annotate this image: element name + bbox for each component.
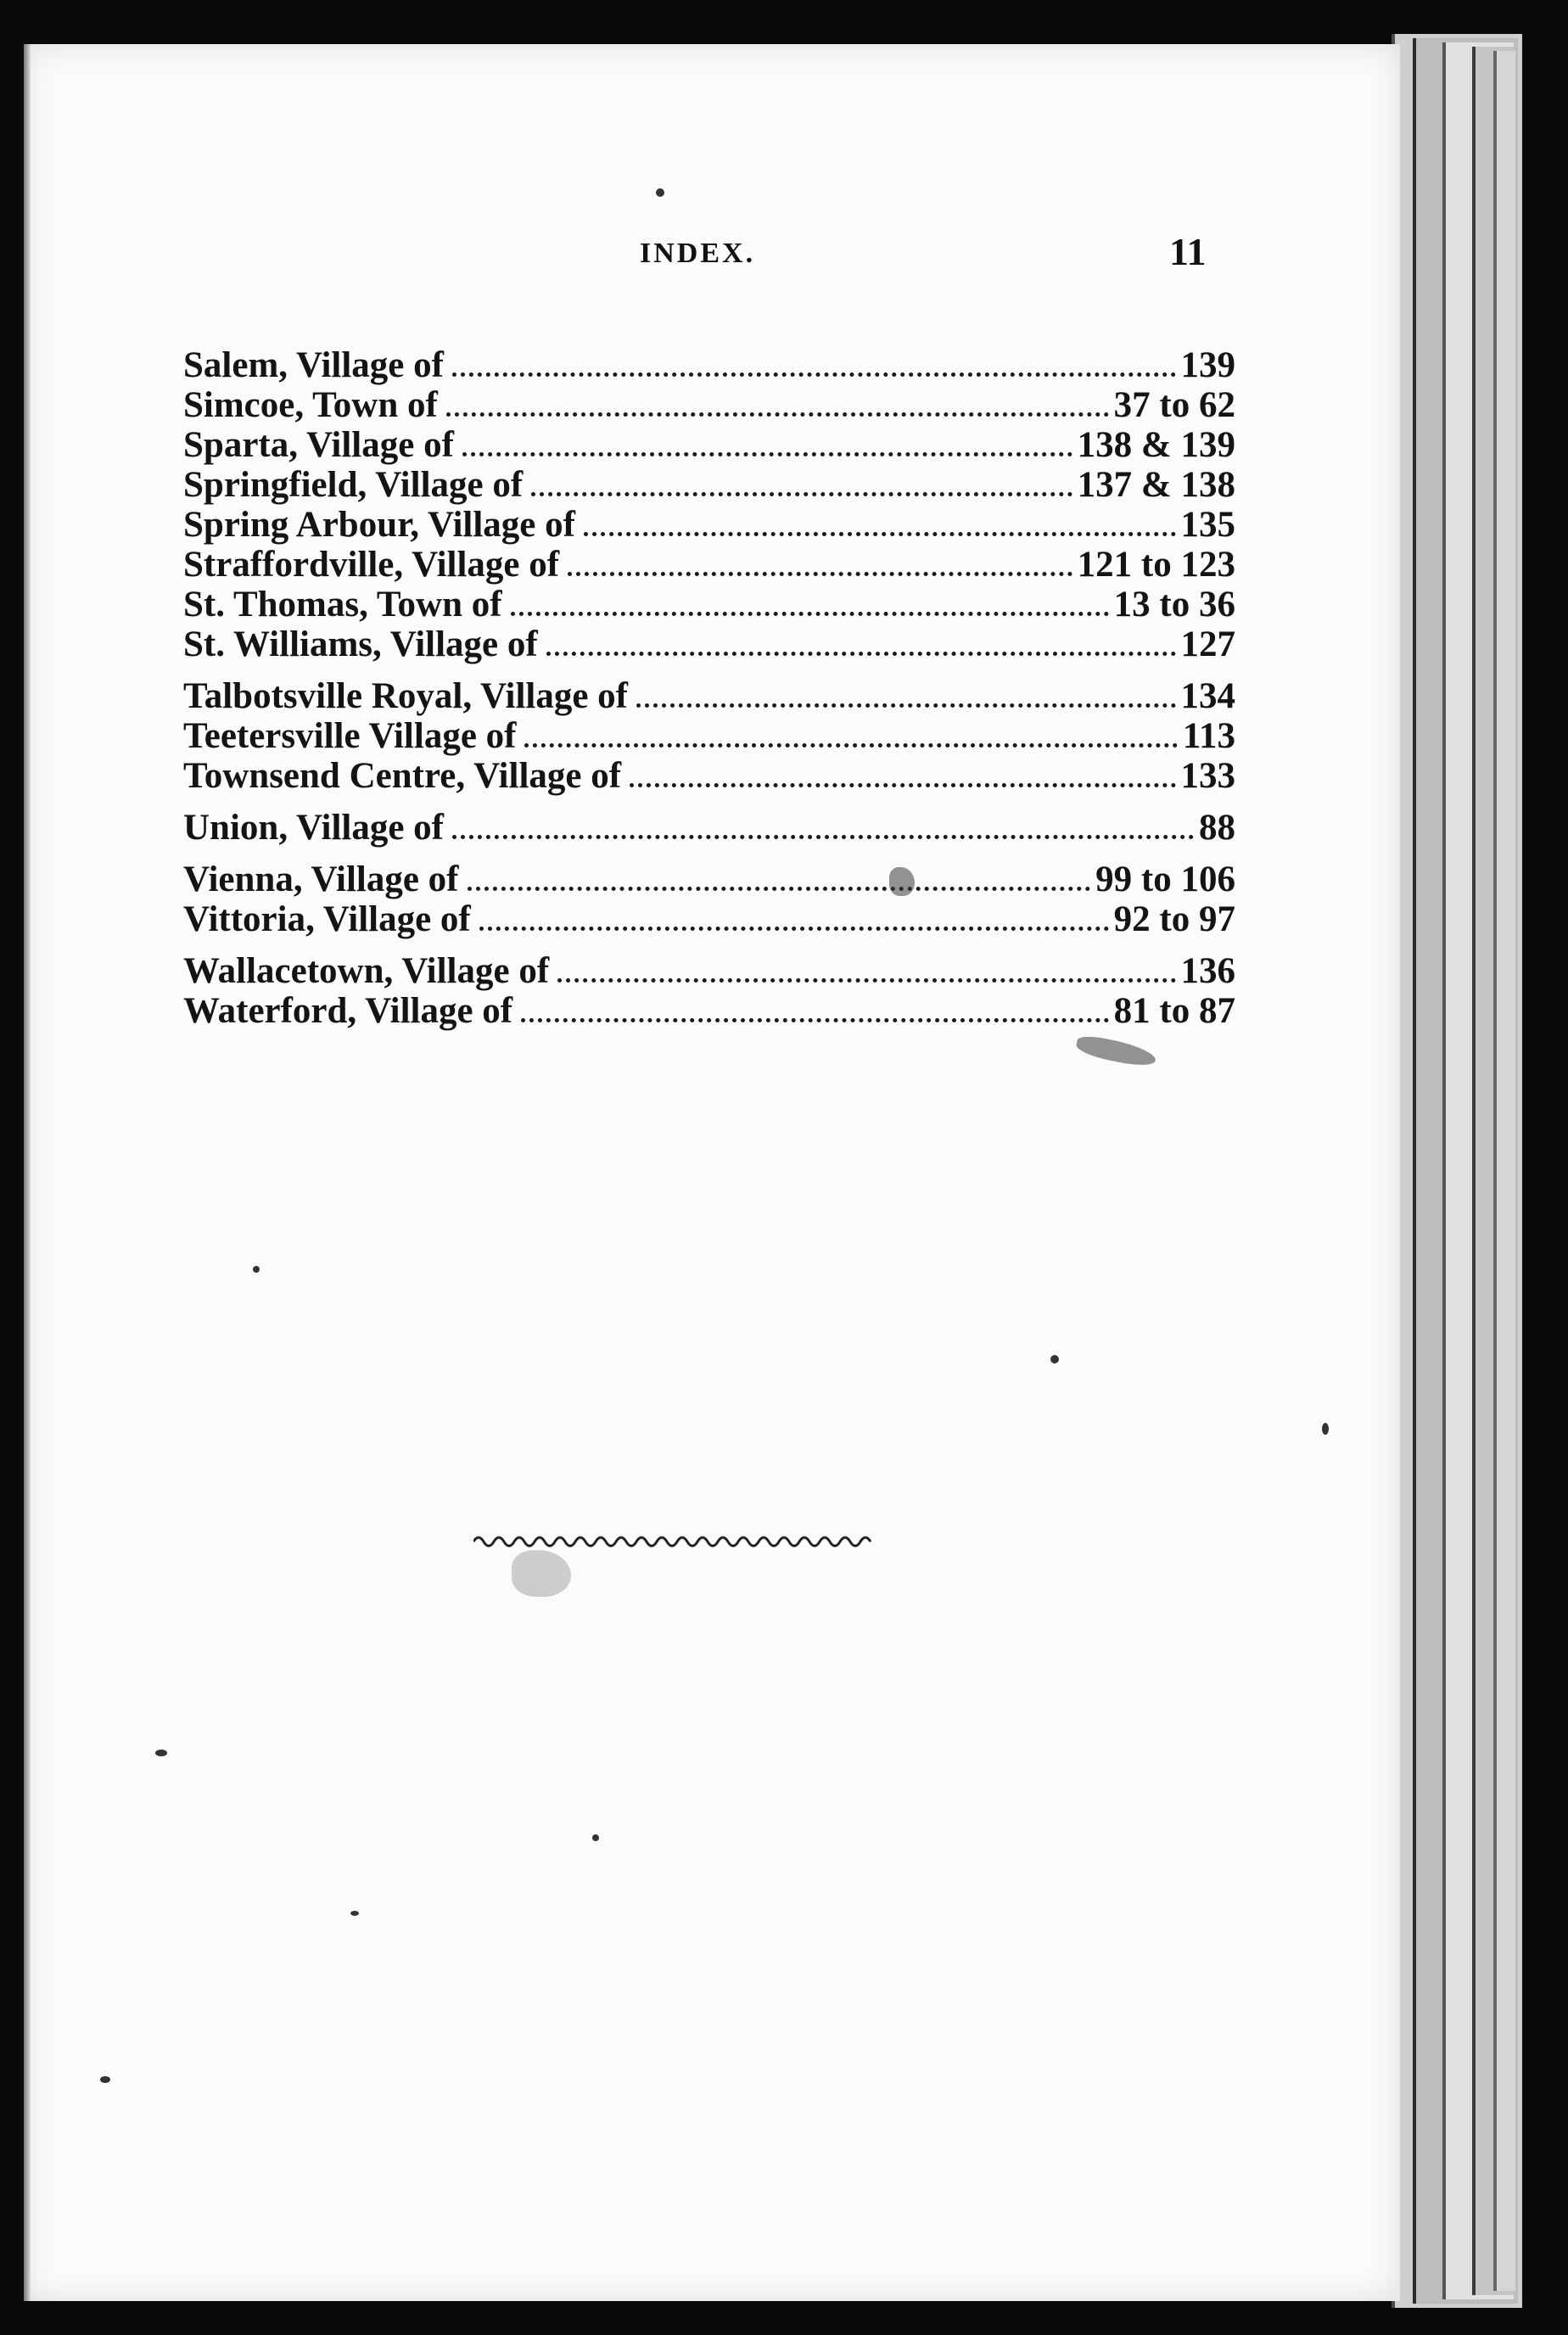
entry-pages: 135 [1180, 505, 1235, 545]
entry-pages: 137 & 138 [1077, 465, 1235, 505]
entry-name: Vienna, Village of [183, 860, 459, 899]
entry-pages: 121 to 123 [1077, 545, 1235, 585]
entry-name: Talbotsville Royal, Village of [183, 676, 628, 716]
index-entry [183, 624, 1235, 664]
page-title: INDEX. [640, 238, 756, 269]
dot-leader [568, 572, 1072, 576]
gutter-shadow [24, 44, 31, 2301]
running-head [24, 230, 1400, 288]
index-entry [183, 345, 1235, 385]
entry-pages: 134 [1180, 676, 1235, 716]
index-list [183, 345, 1235, 1031]
entry-name: Straffordville, Village of [183, 545, 560, 585]
entry-pages: 127 [1180, 624, 1235, 664]
entry-pages: 88 [1199, 808, 1235, 848]
dot-leader [546, 652, 1176, 656]
index-entry [183, 425, 1235, 465]
entry-pages: 13 to 36 [1113, 585, 1235, 624]
dot-leader [446, 412, 1109, 417]
ink-smudge [889, 867, 915, 896]
index-entry [183, 951, 1235, 991]
dust-speck [1322, 1423, 1329, 1435]
entry-pages: 92 to 97 [1113, 899, 1235, 939]
dot-leader [462, 452, 1072, 456]
dust-speck [656, 188, 664, 197]
entry-name: Waterford, Village of [183, 991, 513, 1031]
dot-leader [468, 887, 1091, 891]
index-entry [183, 585, 1235, 624]
entry-name: Salem, Village of [183, 345, 444, 385]
dust-speck [155, 1750, 167, 1756]
index-entry [183, 756, 1235, 796]
dot-leader [452, 372, 1176, 377]
dot-leader [452, 835, 1194, 839]
dot-leader [557, 978, 1175, 983]
dot-leader [524, 743, 1177, 748]
entry-name: Wallacetown, Village of [183, 951, 550, 991]
entry-name: Townsend Centre, Village of [183, 756, 622, 796]
page-edge [1493, 51, 1515, 2291]
dust-speck [100, 2076, 110, 2083]
index-entry [183, 465, 1235, 505]
index-entry [183, 545, 1235, 585]
dot-leader [636, 703, 1176, 708]
dot-leader [479, 927, 1109, 931]
entry-name: Teetersville Village of [183, 716, 517, 756]
entry-name: Spring Arbour, Village of [183, 505, 575, 545]
entry-pages: 138 & 139 [1077, 425, 1235, 465]
dot-leader [511, 612, 1109, 616]
entry-name: Springfield, Village of [183, 465, 524, 505]
entry-name: Sparta, Village of [183, 425, 454, 465]
index-entry [183, 716, 1235, 756]
dust-speck [1050, 1355, 1059, 1363]
dust-speck [592, 1834, 599, 1841]
dot-leader [521, 1018, 1109, 1022]
book-page [24, 44, 1400, 2301]
index-entry [183, 505, 1235, 545]
dust-speck [253, 1266, 260, 1273]
dust-speck [350, 1911, 359, 1916]
dot-leader [630, 783, 1175, 787]
entry-name: St. Williams, Village of [183, 624, 538, 664]
index-entry [183, 676, 1235, 716]
ink-smudge [512, 1550, 571, 1597]
entry-pages: 37 to 62 [1113, 385, 1235, 425]
entry-pages: 81 to 87 [1113, 991, 1235, 1031]
entry-name: Vittoria, Village of [183, 899, 471, 939]
entry-name: St. Thomas, Town of [183, 585, 502, 624]
entry-pages: 139 [1180, 345, 1235, 385]
entry-pages: 99 to 106 [1095, 860, 1235, 899]
index-entry [183, 899, 1235, 939]
index-entry [183, 385, 1235, 425]
entry-pages: 136 [1180, 951, 1235, 991]
ink-smudge [1075, 1033, 1158, 1069]
dot-leader [584, 532, 1176, 536]
index-entry [183, 808, 1235, 848]
index-entry [183, 991, 1235, 1031]
entry-name: Union, Village of [183, 808, 445, 848]
entry-pages: 113 [1182, 716, 1235, 756]
entry-pages: 133 [1180, 756, 1235, 796]
index-entry [183, 860, 1235, 899]
entry-name: Simcoe, Town of [183, 385, 438, 425]
dot-leader [531, 492, 1072, 496]
page-number: 11 [1169, 230, 1207, 273]
